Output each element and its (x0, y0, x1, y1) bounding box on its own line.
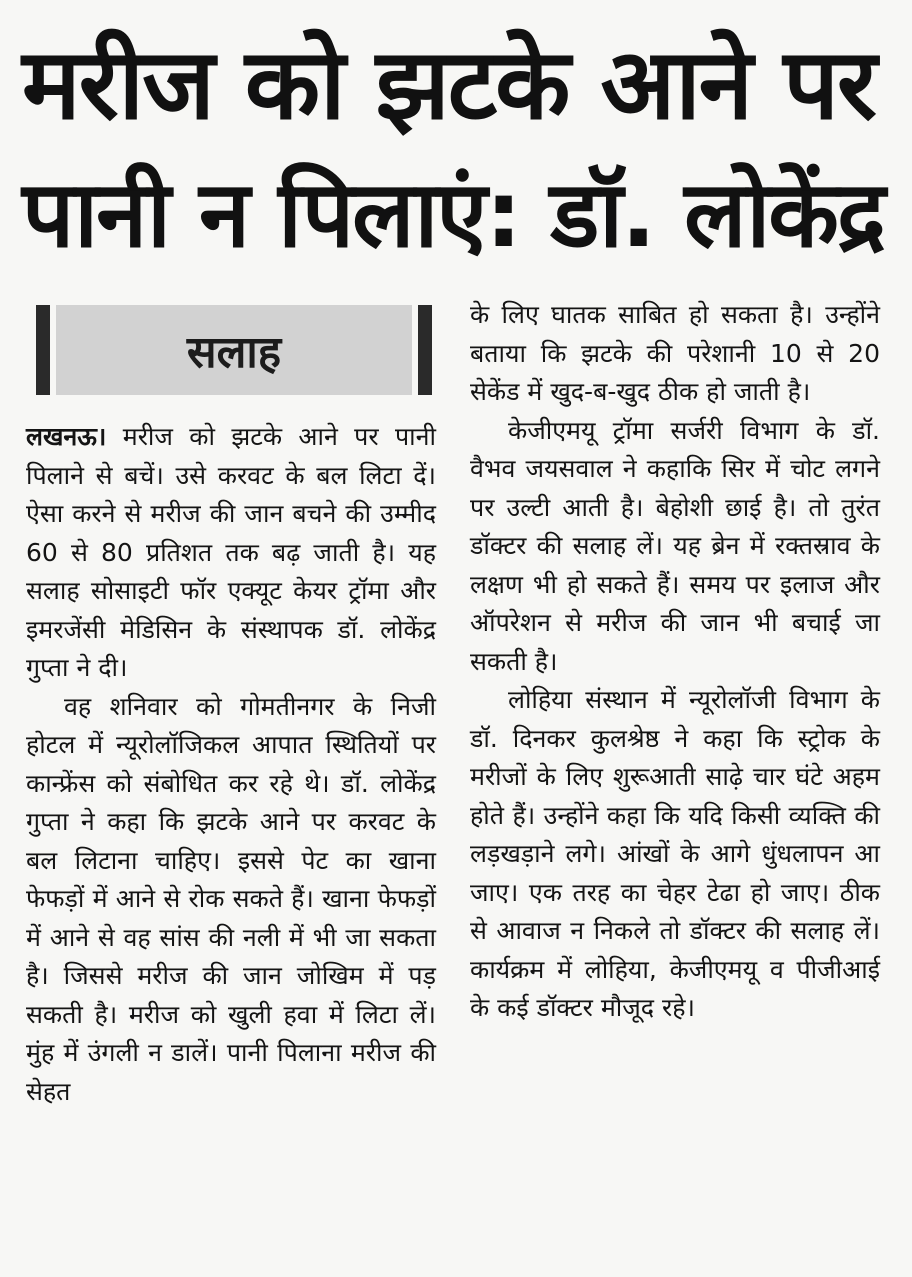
section-kicker-label: सलाह (186, 327, 282, 378)
dateline: लखनऊ। (26, 422, 107, 451)
article-column-right (470, 296, 880, 1028)
section-kicker-box (36, 305, 432, 395)
article-paragraph (26, 418, 436, 688)
article-paragraph: वह शनिवार को गोमतीनगर के निजी होटल में न्यूरोलॉजिकल आपात स्थितियों पर कान्फ्रेंस को संबोधित कर रहे थे। डॉ. लोकेंद्र गुप्ता ने कहा कि झटके आने पर करवट के बल लिटाना चाहिए। इससे पेट का खाना फेफड़ों में आने से रोक सकते हैं। खाना फेफड़ों में आने से वह सांस की नली में भी जा सकता है। जिससे मरीज की जान जोखिम में पड़ सकती है। मरीज को खुली हवा में लिटा लें। मुंह में उंगली न डालें। पानी पिलाना मरीज की सेहत (26, 691, 436, 1106)
article-column-left (26, 418, 436, 1111)
headline-line-2: पानी न पिलाएं: डॉ. लोकेंद्र (22, 161, 884, 268)
article-paragraph: केजीएमयू ट्रॉमा सर्जरी विभाग के डॉ. वैभव जयसवाल ने कहाकि सिर में चोट लगने पर उल्टी आती है। बेहोशी छाई है। तो तुरंत डॉक्टर की सलाह लें। यह ब्रेन में रक्तस्राव के लक्षण भी हो सकते हैं। समय पर इलाज और ऑपरेशन से मरीज की जान भी बचाई जा सकती है। (470, 415, 880, 676)
article-paragraph: के लिए घातक साबित हो सकता है। उन्होंने बताया कि झटके की परेशानी 10 से 20 सेकेंड में खुद-ब-खुद ठीक हो जाती है। (470, 300, 880, 406)
headline-line-1: मरीज को झटके आने पर (22, 28, 875, 142)
paragraph-text: मरीज को झटके आने पर पानी पिलाने से बचें। उसे करवट के बल लिटा दें। ऐसा करने से मरीज की जान बचने की उम्मीद 60 से 80 प्रतिशत तक बढ़ जाती है। यह सलाह सोसाइटी फॉर एक्यूट केयर ट्रॉमा और इमरजेंसी मेडिसिन के संस्थापक डॉ. लोकेंद्र गुप्ता ने दी। (26, 422, 436, 682)
article-paragraph: लोहिया संस्थान में न्यूरोलॉजी विभाग के डॉ. दिनकर कुलश्रेष्ठ ने कहा कि स्ट्रोक के मरीजों के लिए शुरूआती साढ़े चार घंटे अहम होते हैं। उन्होंने कहा कि यदि किसी व्यक्ति की लड़खड़ाने लगे। आंखों के आगे धुंधलापन आ जाए। एक तरह का चेहर टेढा हो जाए। ठीक से आवाज न निकले तो डॉक्टर की सलाह लें। कार्यक्रम में लोहिया, केजीएमयू व पीजीआई के कई डॉक्टर मौजूद रहे। (470, 685, 880, 1022)
